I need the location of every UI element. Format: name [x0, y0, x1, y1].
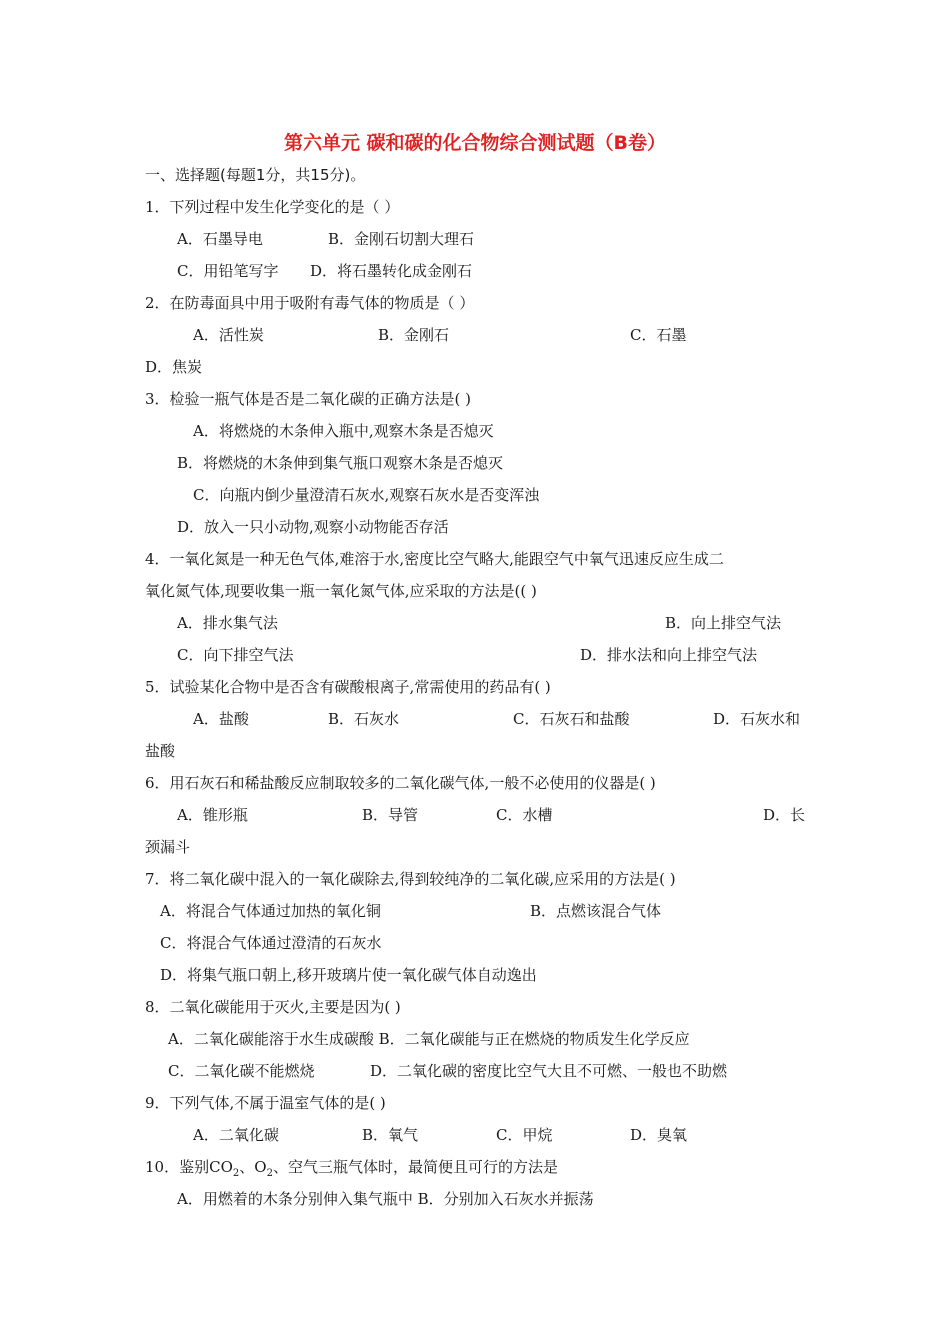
- question-7-option-c: C．将混合气体通过澄清的石灰水: [160, 934, 382, 952]
- question-5-option-d-continued: 盐酸: [145, 742, 176, 760]
- question-9-option-a: A．二氧化碳: [193, 1126, 279, 1144]
- question-5-option-b: B．石灰水: [328, 710, 400, 728]
- question-4-stem-line2: 氧化氮气体,现要收集一瓶一氧化氮气体,应采取的方法是(( ): [145, 582, 537, 600]
- question-8-option-d: D．二氧化碳的密度比空气大且不可燃、一般也不助燃: [370, 1062, 728, 1080]
- subscript: 2: [232, 1168, 240, 1179]
- question-8-stem: 8．二氧化碳能用于灭火,主要是因为( ): [145, 998, 401, 1016]
- question-6-option-a: A．锥形瓶: [177, 806, 248, 824]
- question-4-option-b: B．向上排空气法: [665, 614, 782, 632]
- question-5-stem: 5．试验某化合物中是否含有碳酸根离子,常需使用的药品有( ): [145, 678, 551, 696]
- question-7-option-b: B．点燃该混合气体: [530, 902, 662, 920]
- question-10-stem-part1: 10．鉴别CO: [145, 1158, 233, 1176]
- question-2-option-b: B．金刚石: [378, 326, 450, 344]
- question-1-option-d: D．将石墨转化成金刚石: [310, 262, 473, 280]
- question-10-stem: [145, 1157, 558, 1184]
- question-7-option-a: A．将混合气体通过加热的氧化铜: [160, 902, 381, 920]
- question-2-option-c: C．石墨: [630, 326, 687, 344]
- question-3-option-d: D．放入一只小动物,观察小动物能否存活: [177, 518, 449, 536]
- question-1-option-c: C．用铅笔写字: [177, 262, 279, 280]
- question-9-option-d: D．臭氧: [630, 1126, 688, 1144]
- question-6-option-b: B．导管: [362, 806, 419, 824]
- question-9-option-c: C．甲烷: [496, 1126, 553, 1144]
- subscript: 2: [266, 1168, 273, 1179]
- question-3-option-a: A．将燃烧的木条伸入瓶中,观察木条是否熄灭: [193, 422, 494, 440]
- question-7-stem: 7．将二氧化碳中混入的一氧化碳除去,得到较纯净的二氧化碳,应采用的方法是( ): [145, 870, 676, 888]
- question-3-option-b: B．将燃烧的木条伸到集气瓶口观察木条是否熄灭: [177, 454, 504, 472]
- question-9-option-b: B．氧气: [362, 1126, 419, 1144]
- question-6-option-c: C．水槽: [496, 806, 553, 824]
- question-1-option-a: A．石墨导电: [177, 230, 263, 248]
- question-3-stem: 3．检验一瓶气体是否是二氧化碳的正确方法是( ): [145, 390, 472, 408]
- question-1-option-b: B．金刚石切割大理石: [328, 230, 475, 248]
- question-2-stem: 2．在防毒面具中用于吸附有毒气体的物质是（ ）: [145, 294, 475, 312]
- question-6-stem: 6．用石灰石和稀盐酸反应制取较多的二氧化碳气体,一般不必使用的仪器是( ): [145, 774, 656, 792]
- question-3-option-c: C．向瓶内倒少量澄清石灰水,观察石灰水是否变浑浊: [193, 486, 540, 504]
- question-8-option-c: C．二氧化碳不能燃烧: [168, 1062, 315, 1080]
- question-6-option-d: D．长: [763, 806, 806, 824]
- question-10-option-ab: A．用燃着的木条分别伸入集气瓶中 B．分别加入石灰水并振荡: [177, 1190, 594, 1208]
- question-4-option-c: C．向下排空气法: [177, 646, 294, 664]
- question-4-option-a: A．排水集气法: [177, 614, 278, 632]
- question-5-option-a: A．盐酸: [193, 710, 249, 728]
- question-10-stem-part2: 、O: [239, 1158, 267, 1176]
- question-1-stem: 1．下列过程中发生化学变化的是（ ）: [145, 198, 400, 216]
- question-8-option-ab: A．二氧化碳能溶于水生成碳酸 B．二氧化碳能与正在燃烧的物质发生化学反应: [168, 1030, 690, 1048]
- question-2-option-a: A．活性炭: [193, 326, 264, 344]
- question-4-stem-line1: 4．一氧化氮是一种无色气体,难溶于水,密度比空气略大,能跟空气中氧气迅速反应生成二: [145, 550, 724, 568]
- question-7-option-d: D．将集气瓶口朝上,移开玻璃片使一氧化碳气体自动逸出: [160, 966, 537, 984]
- question-5-option-c: C．石灰石和盐酸: [513, 710, 630, 728]
- question-4-option-d: D．排水法和向上排空气法: [580, 646, 758, 664]
- page-title: 第六单元 碳和碳的化合物综合测试题（B卷）: [283, 132, 667, 154]
- question-6-option-d-continued: 颈漏斗: [145, 838, 191, 856]
- section-heading: 一、选择题(每题1分，共15分)。: [145, 166, 366, 184]
- question-9-stem: 9．下列气体,不属于温室气体的是( ): [145, 1094, 386, 1112]
- question-10-stem-part3: 、空气三瓶气体时，最简便且可行的方法是: [272, 1158, 558, 1176]
- question-5-option-d: D．石灰水和: [713, 710, 801, 728]
- question-2-option-d: D．焦炭: [145, 358, 203, 376]
